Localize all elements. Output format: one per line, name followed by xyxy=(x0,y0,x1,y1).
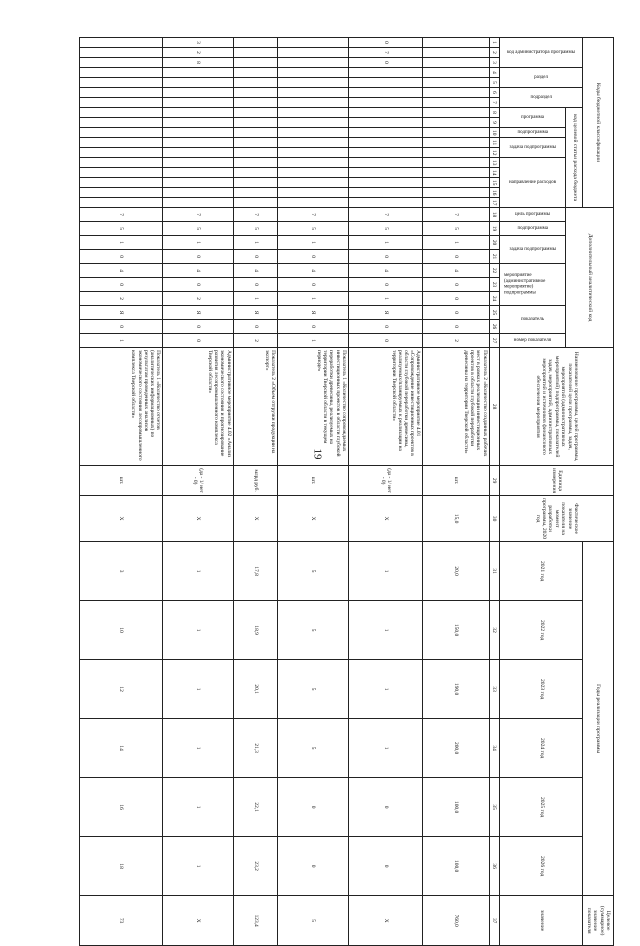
code-cell xyxy=(233,168,278,178)
code-cell xyxy=(163,138,233,148)
code-cell xyxy=(80,58,163,68)
code-cell: 7 xyxy=(348,48,423,58)
code-cell: 0 xyxy=(423,320,489,334)
code-cell xyxy=(278,168,348,178)
code-cell xyxy=(163,168,233,178)
code-cell: 0 xyxy=(348,250,423,264)
row-year-value: 18,9 xyxy=(233,601,278,660)
row-year-value: 190,0 xyxy=(423,660,489,719)
code-cell: 1 xyxy=(80,236,163,250)
a-goal-header: цель программы xyxy=(500,208,566,222)
years-group-header: Годы реализации программы xyxy=(583,542,614,896)
column-number: 33 xyxy=(489,660,500,719)
column-number: 2 xyxy=(489,48,500,58)
year-2025-header: 2025 год xyxy=(500,778,583,837)
code-cell xyxy=(233,38,278,48)
code-cell xyxy=(278,88,348,98)
column-number: 10 xyxy=(489,128,500,138)
column-number: 3 xyxy=(489,58,500,68)
row-year-value: 100,0 xyxy=(423,837,489,896)
year-2026-header: 2026 год xyxy=(500,837,583,896)
code-cell xyxy=(80,158,163,168)
code-cell: 0 xyxy=(423,250,489,264)
program-indicators-table xyxy=(79,37,614,946)
section-header: раздел xyxy=(500,68,583,88)
code-cell: 0 xyxy=(163,320,233,334)
row-baseline: Х xyxy=(233,496,278,542)
code-cell: 0 xyxy=(163,278,233,292)
code-cell xyxy=(80,68,163,78)
row-baseline: Х xyxy=(80,496,163,542)
code-cell xyxy=(348,98,423,108)
code-cell: 1 xyxy=(233,292,278,306)
column-number: 1 xyxy=(489,38,500,48)
code-cell: 0 xyxy=(348,38,423,48)
code-cell xyxy=(423,158,489,168)
code-cell xyxy=(423,138,489,148)
code-cell: 2 xyxy=(423,334,489,348)
code-cell xyxy=(348,198,423,208)
column-number: 14 xyxy=(489,168,500,178)
code-cell: 0 xyxy=(163,250,233,264)
code-cell: 0 xyxy=(278,320,348,334)
row-name: Административное мероприятие 4.02 «Анализ экономического состояния и прогнозирование развития лесопромышленного комплекса Тверской области» xyxy=(163,348,233,466)
code-cell xyxy=(423,78,489,88)
column-number: 21 xyxy=(489,250,500,264)
code-cell xyxy=(233,98,278,108)
column-number: 37 xyxy=(489,896,500,946)
row-year-value: 1 xyxy=(348,660,423,719)
a-indicator-num-header: номер показателя xyxy=(500,334,566,348)
column-number: 34 xyxy=(489,719,500,778)
year-2023-header: 2023 год xyxy=(500,660,583,719)
code-cell xyxy=(80,128,163,138)
code-cell xyxy=(80,168,163,178)
code-cell xyxy=(163,158,233,168)
code-cell xyxy=(278,158,348,168)
a-task-header: задача подпрограммы xyxy=(500,236,566,264)
code-cell xyxy=(278,108,348,118)
column-number: 26 xyxy=(489,320,500,334)
column-number: 19 xyxy=(489,222,500,236)
code-cell: 0 xyxy=(348,334,423,348)
row-year-value: 0 xyxy=(278,778,348,837)
code-cell: 0 xyxy=(423,292,489,306)
code-cell xyxy=(423,118,489,128)
code-cell xyxy=(80,188,163,198)
code-cell: 0 xyxy=(348,58,423,68)
analytic-code-header: Дополнительный аналитический код xyxy=(566,208,614,348)
table-row xyxy=(233,38,278,946)
code-cell xyxy=(278,198,348,208)
code-cell xyxy=(80,78,163,88)
column-number: 22 xyxy=(489,264,500,278)
code-cell xyxy=(423,98,489,108)
code-cell xyxy=(348,68,423,78)
code-cell xyxy=(348,178,423,188)
code-cell xyxy=(163,178,233,188)
code-cell: 1 xyxy=(80,334,163,348)
code-cell xyxy=(423,68,489,78)
column-number: 5 xyxy=(489,78,500,88)
code-cell xyxy=(278,98,348,108)
row-year-value: 1 xyxy=(348,542,423,601)
column-number: 18 xyxy=(489,208,500,222)
code-cell: 3 xyxy=(163,38,233,48)
code-cell: 0 xyxy=(233,250,278,264)
code-cell xyxy=(348,168,423,178)
code-cell xyxy=(233,188,278,198)
column-number: 12 xyxy=(489,148,500,158)
code-cell xyxy=(348,188,423,198)
code-cell: 5 xyxy=(163,222,233,236)
column-number: 20 xyxy=(489,236,500,250)
row-baseline: Х xyxy=(278,496,348,542)
code-cell xyxy=(233,118,278,128)
row-year-value: 1 xyxy=(163,837,233,896)
column-numbers-row xyxy=(489,38,500,946)
code-cell xyxy=(163,148,233,158)
code-cell xyxy=(233,138,278,148)
code-cell xyxy=(278,78,348,88)
code-cell xyxy=(233,48,278,58)
budget-codes-header: Коды бюджетной классификации xyxy=(583,38,614,208)
row-year-value: 1 xyxy=(163,601,233,660)
row-baseline: 15,0 xyxy=(423,496,489,542)
code-cell: 5 xyxy=(348,222,423,236)
code-cell xyxy=(348,158,423,168)
code-cell: Я xyxy=(278,306,348,320)
code-cell xyxy=(278,178,348,188)
code-cell xyxy=(233,78,278,88)
code-cell: 4 xyxy=(80,264,163,278)
code-cell xyxy=(278,68,348,78)
code-cell: 7 xyxy=(163,208,233,222)
row-year-value: 5 xyxy=(278,601,348,660)
code-cell xyxy=(423,58,489,68)
code-cell xyxy=(348,128,423,138)
code-cell: 0 xyxy=(163,334,233,348)
code-cell: 7 xyxy=(278,208,348,222)
table-row xyxy=(278,38,348,946)
column-number: 6 xyxy=(489,88,500,98)
column-number: 23 xyxy=(489,278,500,292)
row-year-value: 150,0 xyxy=(423,601,489,660)
code-cell: 0 xyxy=(80,278,163,292)
code-cell xyxy=(163,68,233,78)
code-cell xyxy=(80,48,163,58)
code-cell: 8 xyxy=(163,58,233,68)
code-cell xyxy=(348,88,423,98)
row-year-value: 1 xyxy=(348,601,423,660)
code-cell: 1 xyxy=(233,236,278,250)
code-cell xyxy=(163,198,233,208)
row-unit: шт. xyxy=(423,466,489,496)
code-cell: 2 xyxy=(233,334,278,348)
code-cell xyxy=(163,88,233,98)
code-cell xyxy=(423,148,489,158)
row-year-value: 12 xyxy=(80,660,163,719)
row-year-value: 5 xyxy=(278,719,348,778)
code-cell xyxy=(348,138,423,148)
column-number: 28 xyxy=(489,348,500,466)
code-cell xyxy=(423,168,489,178)
program-header: программа xyxy=(500,108,566,128)
column-number: 7 xyxy=(489,98,500,108)
code-cell xyxy=(80,198,163,208)
subprogram-header: подпрограмма xyxy=(500,128,566,138)
code-cell: 0 xyxy=(278,278,348,292)
code-cell: 7 xyxy=(233,208,278,222)
code-cell xyxy=(348,108,423,118)
column-number: 16 xyxy=(489,188,500,198)
row-unit: млрд руб. xyxy=(233,466,278,496)
column-number: 30 xyxy=(489,496,500,542)
row-target: Х xyxy=(348,896,423,946)
row-year-value: 22,1 xyxy=(233,778,278,837)
code-cell: 0 xyxy=(348,278,423,292)
page-number: 19 xyxy=(311,448,324,460)
year-2024-header: 2024 год xyxy=(500,719,583,778)
direction-header: направление расходов xyxy=(500,158,566,208)
column-number: 29 xyxy=(489,466,500,496)
code-cell: 4 xyxy=(348,264,423,278)
code-cell: Я xyxy=(348,306,423,320)
code-cell xyxy=(348,148,423,158)
code-cell: 1 xyxy=(348,292,423,306)
code-cell xyxy=(163,118,233,128)
row-name: Показатель 1 «Количество отчетов (аналитических информационных) по результатам проведенных анализов экономического состояния лесопромышленного комплекса Тверской области» xyxy=(80,348,163,466)
code-cell xyxy=(348,118,423,128)
a-subprogram-header: подпрограмма xyxy=(500,222,566,236)
target-group-header: Целевое (суммарное) значение показателя xyxy=(583,896,614,946)
table-row xyxy=(423,38,489,946)
row-name: Административное мероприятие 4.01 «Сопровождение инвестиционных проектов в области глубокой переработки древесины, реализуемых/планируемых к реализации на территории Тверской области» xyxy=(348,348,423,466)
row-year-value: 17,8 xyxy=(233,542,278,601)
row-baseline: Х xyxy=(163,496,233,542)
code-cell xyxy=(423,128,489,138)
code-cell: 0 xyxy=(80,250,163,264)
row-year-value: 5 xyxy=(278,542,348,601)
code-cell xyxy=(423,178,489,188)
target-code-header: код целевой статьи расхода бюджета xyxy=(566,108,583,208)
code-cell: 1 xyxy=(278,334,348,348)
row-name: Показатель 2 «Количество созданных рабочих мест в рамках реализации инвестиционных проектов в области глубокой переработки древесины на территории Тверской области» xyxy=(423,348,489,466)
code-cell: 5 xyxy=(278,222,348,236)
table-row xyxy=(348,38,423,946)
code-cell: 2 xyxy=(163,48,233,58)
code-cell xyxy=(423,38,489,48)
code-cell xyxy=(278,48,348,58)
column-number: 24 xyxy=(489,292,500,306)
row-year-value: 23,2 xyxy=(233,837,278,896)
column-number: 11 xyxy=(489,138,500,148)
code-cell: 1 xyxy=(278,292,348,306)
code-cell xyxy=(423,48,489,58)
row-year-value: 20,1 xyxy=(233,660,278,719)
row-year-value: 200,0 xyxy=(423,719,489,778)
row-target: Х xyxy=(163,896,233,946)
row-year-value: 16 xyxy=(80,778,163,837)
code-cell: 1 xyxy=(278,236,348,250)
code-cell xyxy=(80,178,163,188)
code-cell xyxy=(233,198,278,208)
column-number: 17 xyxy=(489,198,500,208)
column-number: 9 xyxy=(489,118,500,128)
row-year-value: 1 xyxy=(163,719,233,778)
code-cell xyxy=(80,138,163,148)
rotated-table-area xyxy=(79,37,614,936)
row-year-value: 21,3 xyxy=(233,719,278,778)
code-cell xyxy=(278,138,348,148)
row-target: 760,0 xyxy=(423,896,489,946)
code-cell: 7 xyxy=(80,208,163,222)
row-baseline: Х xyxy=(348,496,423,542)
code-cell: 0 xyxy=(423,306,489,320)
code-cell xyxy=(233,58,278,68)
row-year-value: 20,0 xyxy=(423,542,489,601)
code-cell xyxy=(278,128,348,138)
code-cell xyxy=(278,38,348,48)
code-cell: Я xyxy=(80,306,163,320)
code-cell xyxy=(233,108,278,118)
column-number: 35 xyxy=(489,778,500,837)
code-cell xyxy=(233,148,278,158)
code-cell xyxy=(80,88,163,98)
code-cell: 0 xyxy=(233,278,278,292)
code-cell xyxy=(163,128,233,138)
table-row xyxy=(163,38,233,946)
row-year-value: 0 xyxy=(348,778,423,837)
row-year-value: 3 xyxy=(80,542,163,601)
code-cell: 7 xyxy=(423,208,489,222)
code-cell: 0 xyxy=(233,320,278,334)
code-cell: 2 xyxy=(163,292,233,306)
code-cell xyxy=(278,118,348,128)
row-year-value: 100,0 xyxy=(423,778,489,837)
column-number: 15 xyxy=(489,178,500,188)
row-year-value: 18 xyxy=(80,837,163,896)
year-2021-header: 2021 год xyxy=(500,542,583,601)
code-cell xyxy=(80,38,163,48)
code-cell xyxy=(278,188,348,198)
code-cell xyxy=(233,158,278,168)
code-cell xyxy=(163,78,233,88)
code-cell: 7 xyxy=(348,208,423,222)
code-cell: 4 xyxy=(278,264,348,278)
task-header: задача подпрограммы xyxy=(500,138,566,158)
column-number: 13 xyxy=(489,158,500,168)
code-cell xyxy=(80,98,163,108)
year-2022-header: 2022 год xyxy=(500,601,583,660)
subsection-header: подраздел xyxy=(500,88,583,108)
code-cell: 1 xyxy=(163,236,233,250)
code-cell: 0 xyxy=(348,320,423,334)
target-value-header: значение xyxy=(500,896,583,946)
code-cell xyxy=(233,68,278,78)
code-cell: 0 xyxy=(80,320,163,334)
a-indicator-header: показатель xyxy=(500,306,566,334)
code-cell xyxy=(278,58,348,68)
row-unit: (да - 1/ нет - 0) xyxy=(348,466,423,496)
code-cell xyxy=(423,198,489,208)
row-target: 5 xyxy=(278,896,348,946)
code-cell: 5 xyxy=(423,222,489,236)
column-number: 31 xyxy=(489,542,500,601)
row-target: 73 xyxy=(80,896,163,946)
code-cell xyxy=(163,98,233,108)
code-cell xyxy=(423,108,489,118)
code-cell xyxy=(80,108,163,118)
code-cell xyxy=(163,108,233,118)
admin-code-header: код администратора программы xyxy=(500,38,583,68)
code-cell xyxy=(80,148,163,158)
code-cell: 5 xyxy=(80,222,163,236)
column-number: 25 xyxy=(489,306,500,320)
unit-header: Единица измерения xyxy=(500,466,614,496)
row-year-value: 1 xyxy=(163,542,233,601)
row-year-value: 1 xyxy=(163,660,233,719)
row-year-value: 5 xyxy=(278,660,348,719)
row-name: Показатель 1 «Количество сопровождаемых инвестиционных проектов в области глубокой переработки древесины, реализуемых на территории Тверской области в текущем периоде» xyxy=(278,348,348,466)
row-year-value: 1 xyxy=(163,778,233,837)
row-year-value: 0 xyxy=(278,837,348,896)
row-year-value: 14 xyxy=(80,719,163,778)
code-cell xyxy=(163,188,233,198)
code-cell: Я xyxy=(163,306,233,320)
code-cell xyxy=(233,178,278,188)
code-cell xyxy=(80,118,163,128)
row-year-value: 0 xyxy=(348,837,423,896)
a-measure-header: мероприятие (административное мероприятие) подпрограммы xyxy=(500,264,566,306)
column-number: 8 xyxy=(489,108,500,118)
name-header: Наименование программы, целей программы, показателей цели программы, задач, мероприятий (административных мероприятий) подпрограммы, показателей задач, мероприятий, административных мероприятий и источников финансового обеспечения мероприятия xyxy=(500,348,614,466)
column-number: 4 xyxy=(489,68,500,78)
row-year-value: 1 xyxy=(348,719,423,778)
code-cell xyxy=(423,188,489,198)
code-cell: 0 xyxy=(423,278,489,292)
row-name: Показатель 2 «Объем отгрузки продукции на экспорт» xyxy=(233,348,278,466)
column-number: 32 xyxy=(489,601,500,660)
code-cell: 5 xyxy=(233,222,278,236)
code-cell: 2 xyxy=(80,292,163,306)
code-cell: 4 xyxy=(423,264,489,278)
column-number: 27 xyxy=(489,334,500,348)
code-cell: 1 xyxy=(423,236,489,250)
baseline-header: Фактическое значение показателя на момент разработки программы, 2020 год xyxy=(500,496,614,542)
row-unit: шт. xyxy=(80,466,163,496)
code-cell: 4 xyxy=(233,264,278,278)
row-unit: шт. xyxy=(278,466,348,496)
code-cell xyxy=(233,128,278,138)
row-unit: (да - 1/ нет - 0) xyxy=(163,466,233,496)
code-cell xyxy=(423,88,489,98)
code-cell: 0 xyxy=(278,250,348,264)
code-cell: 4 xyxy=(163,264,233,278)
row-year-value: 10 xyxy=(80,601,163,660)
code-cell xyxy=(233,88,278,98)
row-target: 123,4 xyxy=(233,896,278,946)
code-cell xyxy=(278,148,348,158)
column-number: 36 xyxy=(489,837,500,896)
code-cell: Я xyxy=(233,306,278,320)
code-cell: 1 xyxy=(348,236,423,250)
code-cell xyxy=(348,78,423,88)
table-row xyxy=(80,38,163,946)
